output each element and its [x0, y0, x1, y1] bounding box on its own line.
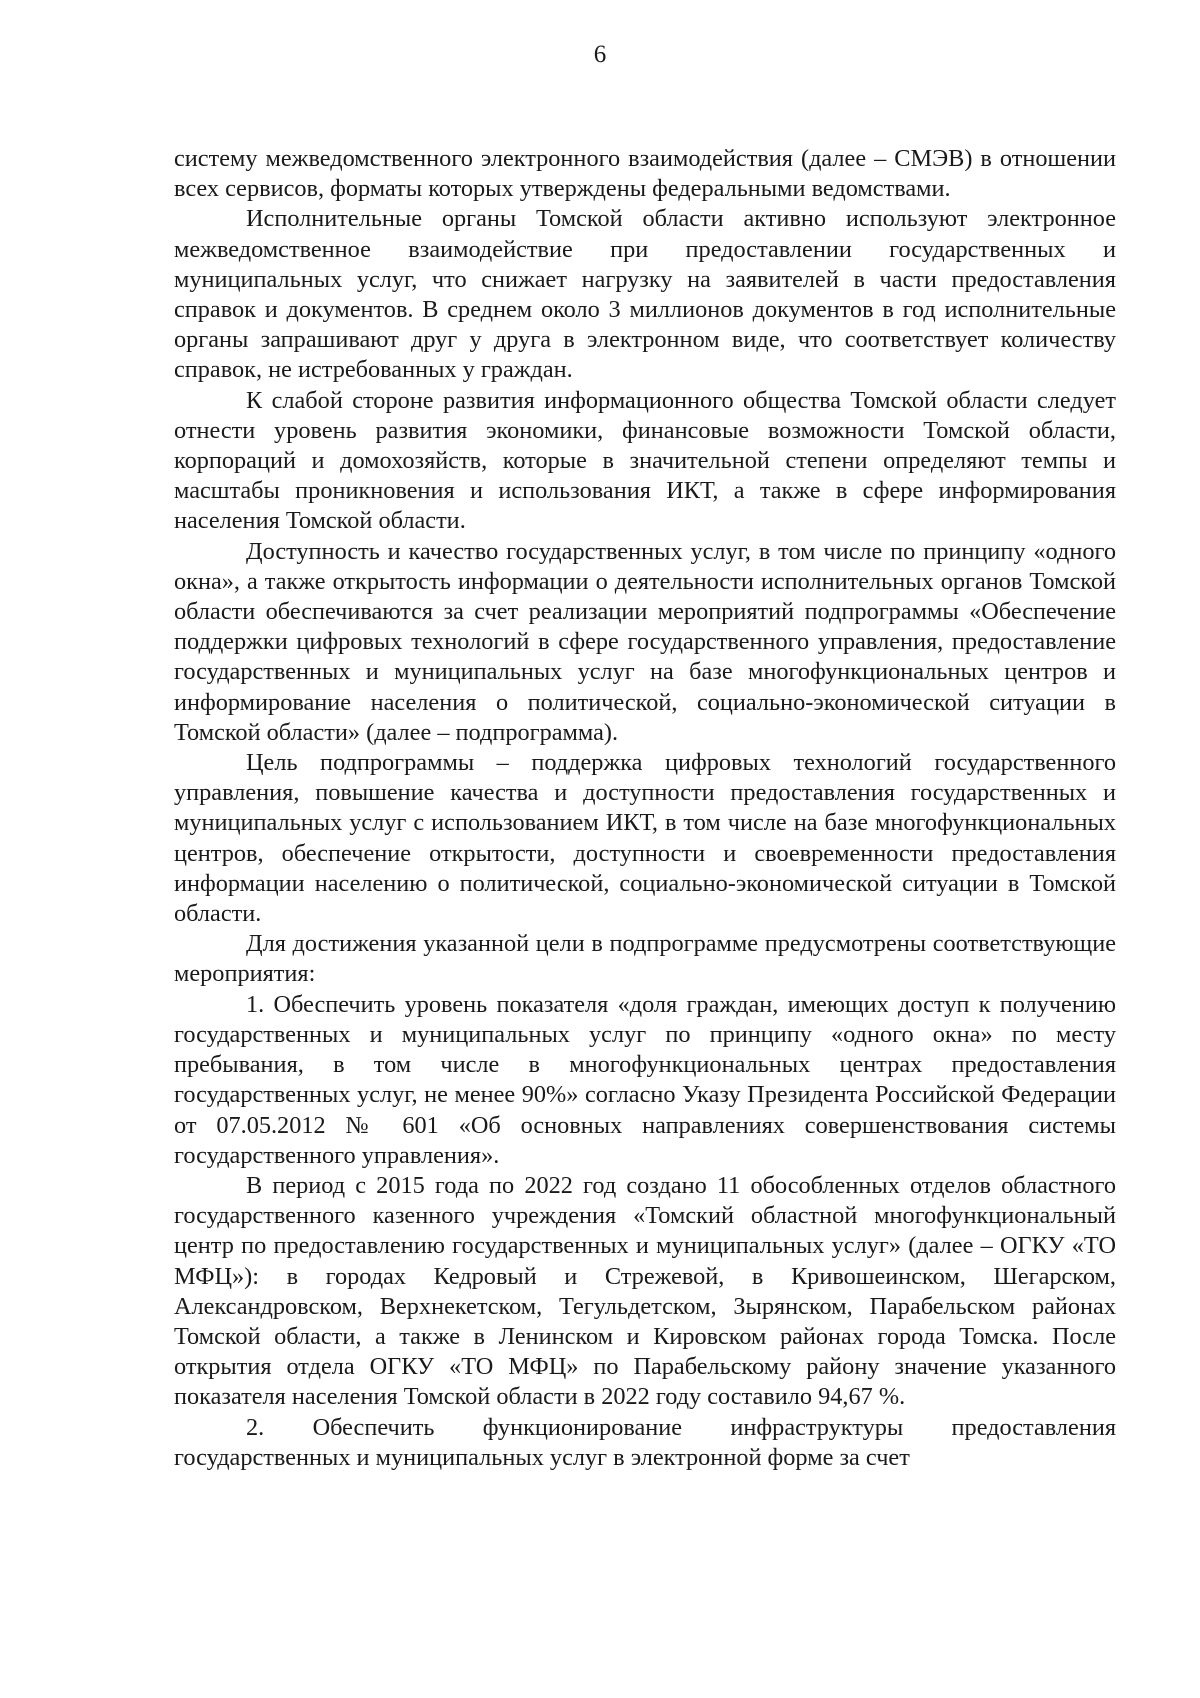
- paragraph-3: К слабой стороне развития информационного общества Томской области следует отнести уровень развития экономики, финансовые возможности Томской области, корпораций и домохозяйств, которые в значительной степени определяют темпы и масштабы проникновения и использования ИКТ, а также в сфере информирования населения Томской области.: [174, 386, 1116, 535]
- paragraph-2: Исполнительные органы Томской области активно используют электронное межведомственное взаимодействие при предоставлении государственных и муниципальных услуг, что снижает нагрузку на заявителей в части предоставления справок и документов. В среднем около 3 миллионов документов в год исполнительные органы запрашивают друг у друга в электронном виде, что соответствует количеству справок, не истребованных у граждан.: [174, 205, 1116, 384]
- paragraph-5: Цель подпрограммы – поддержка цифровых технологий государственного управления, повышение качества и доступности предоставления государственных и муниципальных услуг с использованием ИКТ, в том числе на базе многофункциональных центров, обеспечение открытости, доступности и своевременности предоставления информации населению о политической, социально-экономической ситуации в Томской области.: [174, 749, 1116, 928]
- paragraph-4: Доступность и качество государственных услуг, в том числе по принципу «одного окна», а также открытость информации о деятельности исполнительных органов Томской области обеспечиваются за счет реализации мероприятий подпрограммы «Обеспечение поддержки цифровых технологий в сфере государственного управления, предоставление государственных и муниципальных услуг на базе многофункциональных центров и информирование населения о политической, социально-экономической ситуации в Томской области» (далее – подпрограмма).: [174, 537, 1116, 746]
- paragraph-6: Для достижения указанной цели в подпрограмме предусмотрены соответствующие мероприятия:: [174, 930, 1116, 988]
- document-body: [174, 144, 1116, 1473]
- page-number: 6: [593, 41, 607, 68]
- paragraph-1: систему межведомственного электронного взаимодействия (далее – СМЭВ) в отношении всех сервисов, форматы которых утверждены федеральными ведомствами.: [174, 145, 1116, 203]
- paragraph-8: В период с 2015 года по 2022 год создано 11 обособленных отделов областного государственного казенного учреждения «Томский областной многофункциональный центр по предоставлению государственных и муниципальных услуг» (далее – ОГКУ «ТО МФЦ»): в городах Кедровый и Стрежевой, в Кривошеинском, Шегарском, Александровском, Верхнекетском, Тегульдетском, Зырянском, Парабельском районах Томской области, а также в Ленинском и Кировском районах города Томска. После открытия отдела ОГКУ «ТО МФЦ» по Парабельскому району значение указанного показателя населения Томской области в 2022 году составило 94,67 %.: [174, 1171, 1116, 1411]
- paragraph-9: 2. Обеспечить функционирование инфраструктуры предоставления государственных и муниципальных услуг в электронной форме за счет: [174, 1413, 1116, 1471]
- paragraph-7: 1. Обеспечить уровень показателя «доля граждан, имеющих доступ к получению государственных и муниципальных услуг по принципу «одного окна» по месту пребывания, в том числе в многофункциональных центрах предоставления государственных услуг, не менее 90%» согласно Указу Президента Российской Федерации от 07.05.2012 № 601 «Об основных направлениях совершенствования системы государственного управления».: [174, 990, 1116, 1169]
